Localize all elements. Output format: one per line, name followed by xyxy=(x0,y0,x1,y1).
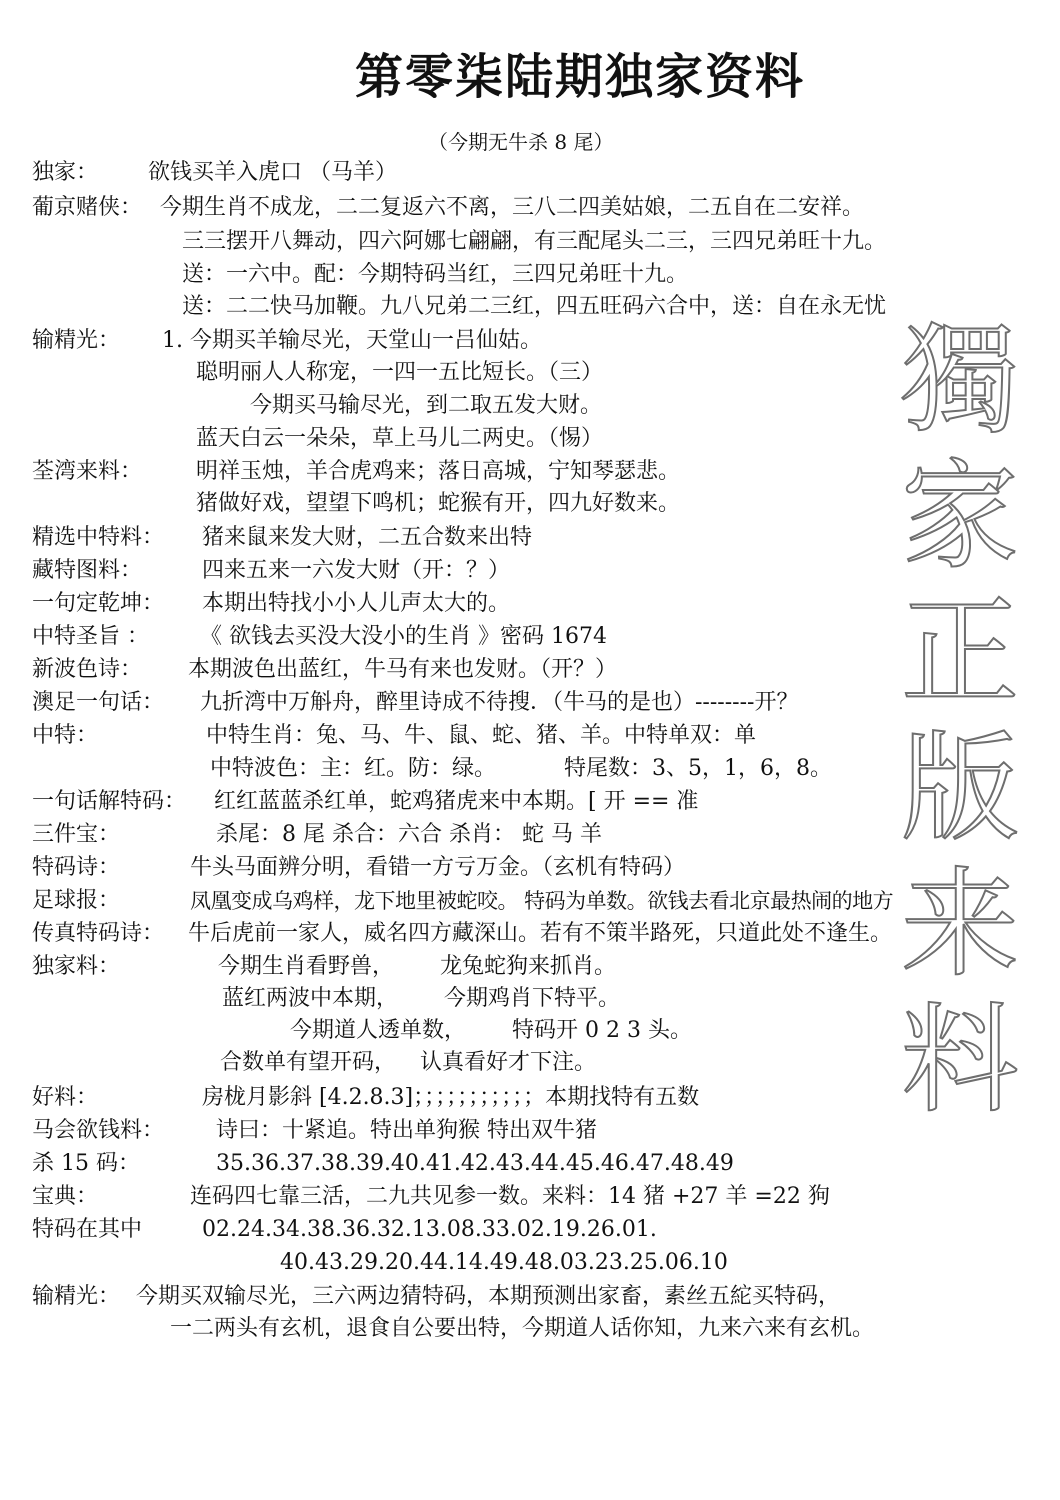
line-label: 好料： xyxy=(32,1085,99,1110)
line-text: 牛后虎前一家人，威名四方藏深山。若有不策半路死，只道此处不逢生。 xyxy=(188,921,893,946)
line-label: 精选中特料： xyxy=(32,525,165,550)
line-text: 蓝红两波中本期， xyxy=(222,986,399,1011)
line-text: 诗曰：十紧追。特出单狗猴 特出双牛猪 xyxy=(216,1118,597,1143)
line-text: 今期买双输尽光，三六两边猜特码，本期预测出家畜，素丝五紽买特码， xyxy=(136,1284,841,1309)
line-label: 特码在其中 xyxy=(32,1217,143,1242)
line-label: 澳足一句话： xyxy=(32,690,165,715)
watermark-char: 家 xyxy=(900,447,1019,585)
line-text: 三三摆开八舞动，四六阿娜七翩翩，有三配尾头二三，三四兄弟旺十九。 xyxy=(182,229,887,254)
line-text: 猪来鼠来发大财，二五合数来出特 xyxy=(202,525,533,550)
line-label: 输精光： xyxy=(32,1284,121,1309)
page-subtitle: （今期无牛杀 8 尾） xyxy=(428,130,614,154)
line-text: 连码四七靠三活，二九共见参一数。来料：14 猪 +27 羊 =22 狗 xyxy=(190,1184,830,1209)
line-text: 今期生肖不成龙，二二复返六不离，三八二四美姑娘，二五自在二安祥。 xyxy=(160,195,865,220)
watermark-char: 来 xyxy=(900,855,1019,993)
line-text: 明祥玉烛，羊合虎鸡来；落日高城，宁知琴瑟悲。 xyxy=(196,459,681,484)
line-text: 杀尾：8 尾 杀合：六合 杀肖： 蛇 马 羊 xyxy=(216,822,602,847)
line-text: 02.24.34.38.36.32.13.08.33.02.19.26.01. xyxy=(202,1217,657,1242)
line-text: 认真看好才下注。 xyxy=(420,1050,597,1075)
line-text: 房栊月影斜 [4.2.8.3]；；；；；；；；；；；本期找特有五数 xyxy=(202,1085,700,1110)
watermark-char: 料 xyxy=(900,991,1019,1129)
line-text: 今期生肖看野兽， xyxy=(218,954,395,979)
line-text: 合数单有望开码， xyxy=(220,1050,397,1075)
line-text: 四来五来一六发大财（开：？） xyxy=(202,558,511,583)
line-text: 一二两头有玄机，退食自公要出特，今期道人话你知，九来六来有玄机。 xyxy=(170,1316,875,1341)
line-text: 今期道人透单数， xyxy=(290,1018,467,1043)
line-text: 本期波色出蓝红，牛马有来也发财。（开？） xyxy=(188,657,618,682)
line-label: 宝典： xyxy=(32,1184,99,1209)
line-text: 欲钱买羊入虎口 （马羊） xyxy=(148,160,397,185)
line-text: 40.43.29.20.44.14.49.48.03.23.25.06.10 xyxy=(280,1250,728,1275)
line-text: 特尾数：3、5，1，6，8。 xyxy=(564,756,832,781)
watermark-char: 正 xyxy=(900,583,1019,721)
line-text: 送：一六中。配：今期特码当红，三四兄弟旺十九。 xyxy=(182,262,689,287)
line-text: 中特生肖：兔、马、牛、鼠、蛇、猪、羊。中特单双：单 xyxy=(206,723,757,748)
line-label: 特码诗： xyxy=(32,855,121,880)
watermark-char: 版 xyxy=(900,719,1019,857)
line-text: 中特波色：主：红。防：绿。 xyxy=(210,756,497,781)
watermark-char: 獨 xyxy=(900,311,1019,449)
line-label: 葡京赌侠： xyxy=(32,195,143,220)
line-text: 凤凰变成乌鸡样，龙下地里被蛇咬。 特码为单数。欲钱去看北京最热闹的地方 xyxy=(190,889,894,913)
line-label: 荃湾来料： xyxy=(32,459,143,484)
line-text: 龙兔蛇狗来抓肖。 xyxy=(440,954,617,979)
line-text: 特码开 0 2 3 头。 xyxy=(512,1018,692,1043)
line-text: 猪做好戏，望望下鸣机；蛇猴有开，四九好数来。 xyxy=(196,491,681,516)
line-label: 足球报： xyxy=(32,888,121,913)
line-text: 本期出特找小小人儿声太大的。 xyxy=(202,591,511,616)
line-label: 传真特码诗： xyxy=(32,921,165,946)
line-label: 输精光： xyxy=(32,328,121,353)
line-text: 35.36.37.38.39.40.41.42.43.44.45.46.47.48.49 xyxy=(216,1151,734,1176)
line-label: 新波色诗： xyxy=(32,657,143,682)
line-text: 九折湾中万斛舟，醉里诗成不待搜．（牛马的是也）--------开？ xyxy=(200,690,799,715)
line-text: 今期买马输尽光，到二取五发大财。 xyxy=(250,393,603,418)
line-text: 《 欲钱去买没大没小的生肖 》密码 1674 xyxy=(200,624,607,649)
line-text: 送：二二快马加鞭。九八兄弟二三红，四五旺码六合中，送：自在永无忧 xyxy=(182,294,887,319)
watermark xyxy=(880,311,1040,1129)
line-label: 杀 15 码： xyxy=(32,1151,140,1176)
page-title: 第零柒陆期独家资料 xyxy=(355,49,806,105)
line-label: 独家： xyxy=(32,160,99,185)
line-label: 中特： xyxy=(32,723,99,748)
line-text: 蓝天白云一朵朵，草上马儿二两史。（惕） xyxy=(196,426,604,451)
line-text: 红红蓝蓝杀红单，蛇鸡猪虎来中本期。[ 开 == 准 xyxy=(214,789,699,814)
line-label: 中特圣旨 ： xyxy=(32,624,149,649)
line-label: 三件宝： xyxy=(32,822,121,847)
line-text: 聪明丽人人称宠，一四一五比短长。（三） xyxy=(196,360,604,385)
line-label: 马会欲钱料： xyxy=(32,1118,165,1143)
line-label: 一句定乾坤： xyxy=(32,591,165,616)
line-label: 藏特图料： xyxy=(32,558,143,583)
line-label: 一句话解特码： xyxy=(32,789,187,814)
line-text: 牛头马面辨分明，看错一方亏万金。（玄机有特码） xyxy=(190,855,686,880)
line-text: 今期鸡肖下特平。 xyxy=(444,986,621,1011)
line-label: 独家料： xyxy=(32,954,121,979)
line-text: 1. 今期买羊输尽光，天堂山一吕仙姑。 xyxy=(162,328,542,353)
